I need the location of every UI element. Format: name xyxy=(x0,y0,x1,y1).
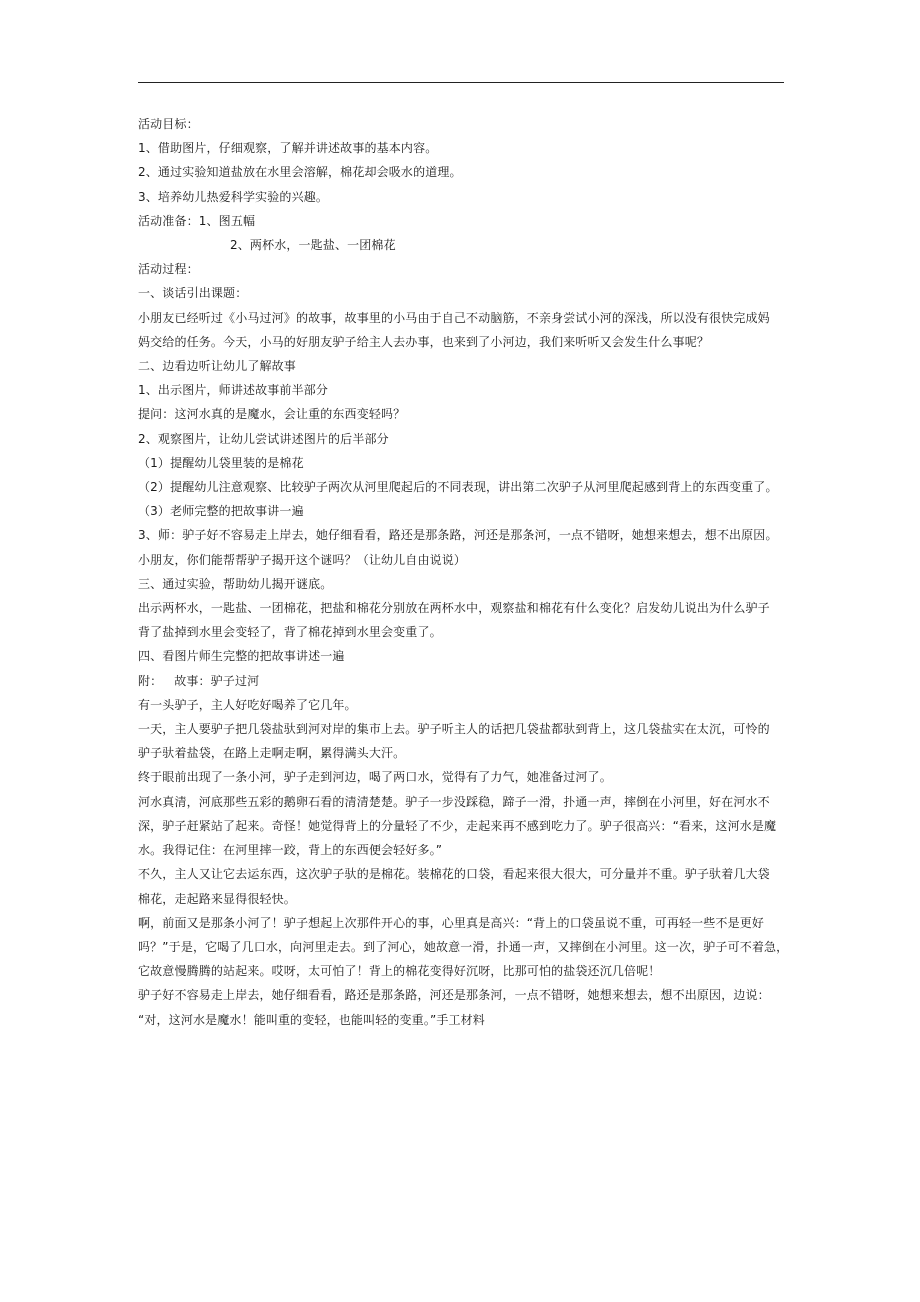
document-body xyxy=(138,112,788,1032)
list-item: （2）提醒幼儿注意观察、比较驴子两次从河里爬起后的不同表现，讲出第二次驴子从河里爬起感到背上的东西变重了。 xyxy=(138,480,778,495)
story-line: 一天，主人要驴子把几袋盐驮到河对岸的集市上去。驴子听主人的话把几袋盐都驮到背上，这几袋盐实在太沉，可怜的 xyxy=(138,722,770,737)
objectives-label: 活动目标： xyxy=(138,117,199,131)
preparation-line: 2、两杯水，一匙盐、一团棉花 xyxy=(230,238,396,253)
list-item: 3、师：驴子好不容易走上岸去，她仔细看看，路还是那条路，河还是那条河，一点不错呀，她想来想去，想不出原因。 xyxy=(138,528,778,543)
story-line: 终于眼前出现了一条小河，驴子走到河边，喝了两口水，觉得有了力气，她准备过河了。 xyxy=(138,770,612,785)
story-line: 啊，前面又是那条小河了！驴子想起上次那件开心的事，心里真是高兴：“背上的口袋虽说不重，可再轻一些不是更好 xyxy=(138,915,765,930)
section-title: 二、边看边听让幼儿了解故事 xyxy=(138,359,296,374)
story-line: 它故意慢腾腾的站起来。哎呀，太可怕了！背上的棉花变得好沉呀，比那可怕的盐袋还沉几倍呢！ xyxy=(138,964,661,979)
objective-item: 2、通过实验知道盐放在水里会溶解，棉花却会吸水的道理。 xyxy=(138,165,462,180)
process-label: 活动过程： xyxy=(138,262,199,277)
story-line: 水。我得记住：在河里摔一跤，背上的东西便会轻好多。” xyxy=(138,843,443,858)
story-line: “对，这河水是魔水！能叫重的变轻，也能叫轻的变重。”手工材料 xyxy=(138,1012,485,1027)
story-line: 驴子驮着盐袋，在路上走啊走啊，累得满头大汗。 xyxy=(138,746,406,761)
story-line: 吗？”于是，它喝了几口水，向河里走去。到了河心，她故意一滑，扑通一声，又摔倒在小河里。这一次，驴子可不着急， xyxy=(138,939,789,954)
section-title: 三、通过实验，帮助幼儿揭开谜底。 xyxy=(138,576,333,591)
list-item: 1、出示图片，师讲述故事前半部分 xyxy=(138,383,329,398)
appendix-title: 附： 故事：驴子过河 xyxy=(138,673,260,688)
story-line: 河水真清，河底那些五彩的鹅卵石看的清清楚楚。驴子一步没踩稳，蹄子一滑，扑通一声，摔倒在小河里，好在河水不 xyxy=(138,794,770,809)
list-item: 小朋友，你们能帮帮驴子揭开这个谜吗？（让幼儿自由说说） xyxy=(138,552,467,567)
story-line: 深，驴子赶紧站了起来。奇怪！她觉得背上的分量轻了不少，走起来再不感到吃力了。驴子很高兴：“看来，这河水是魔 xyxy=(138,818,777,833)
header-rule xyxy=(138,82,784,83)
paragraph-line: 背了盐掉到水里会变轻了，背了棉花掉到水里会变重了。 xyxy=(138,625,442,640)
paragraph-line: 小朋友已经听过《小马过河》的故事，故事里的小马由于自己不动脑筋，不亲身尝试小河的深浅，所以没有很快完成妈 xyxy=(138,310,770,325)
story-line: 有一头驴子，主人好吃好喝养了它几年。 xyxy=(138,697,357,712)
objective-item: 3、培养幼儿热爱科学实验的兴趣。 xyxy=(138,189,329,204)
story-line: 驴子好不容易走上岸去，她仔细看看，路还是那条路，河还是那条河，一点不错呀，她想来想去，想不出原因，边说： xyxy=(138,988,770,1003)
list-item: （1）提醒幼儿袋里装的是棉花 xyxy=(138,455,304,470)
paragraph-line: 妈交给的任务。今天，小马的好朋友驴子给主人去办事，也来到了小河边，我们来听听又会发生什么事呢？ xyxy=(138,334,710,349)
paragraph-line: 出示两杯水，一匙盐、一团棉花，把盐和棉花分别放在两杯水中，观察盐和棉花有什么变化？启发幼儿说出为什么驴子 xyxy=(138,601,770,616)
section-title: 四、看图片师生完整的把故事讲述一遍 xyxy=(138,649,345,664)
objective-item: 1、借助图片，仔细观察，了解并讲述故事的基本内容。 xyxy=(138,141,438,156)
list-item: 提问：这河水真的是魔水，会让重的东西变轻吗？ xyxy=(138,407,406,422)
section-title: 一、谈话引出课题： xyxy=(138,286,248,301)
story-line: 不久，主人又让它去运东西，这次驴子驮的是棉花。装棉花的口袋，看起来很大很大，可分量并不重。驴子驮着几大袋 xyxy=(138,867,770,882)
preparation-line: 活动准备：1、图五幅 xyxy=(138,213,256,228)
story-line: 棉花，走起路来显得很轻快。 xyxy=(138,891,296,906)
list-item: （3）老师完整的把故事讲一遍 xyxy=(138,504,304,519)
list-item: 2、观察图片，让幼儿尝试讲述图片的后半部分 xyxy=(138,431,389,446)
